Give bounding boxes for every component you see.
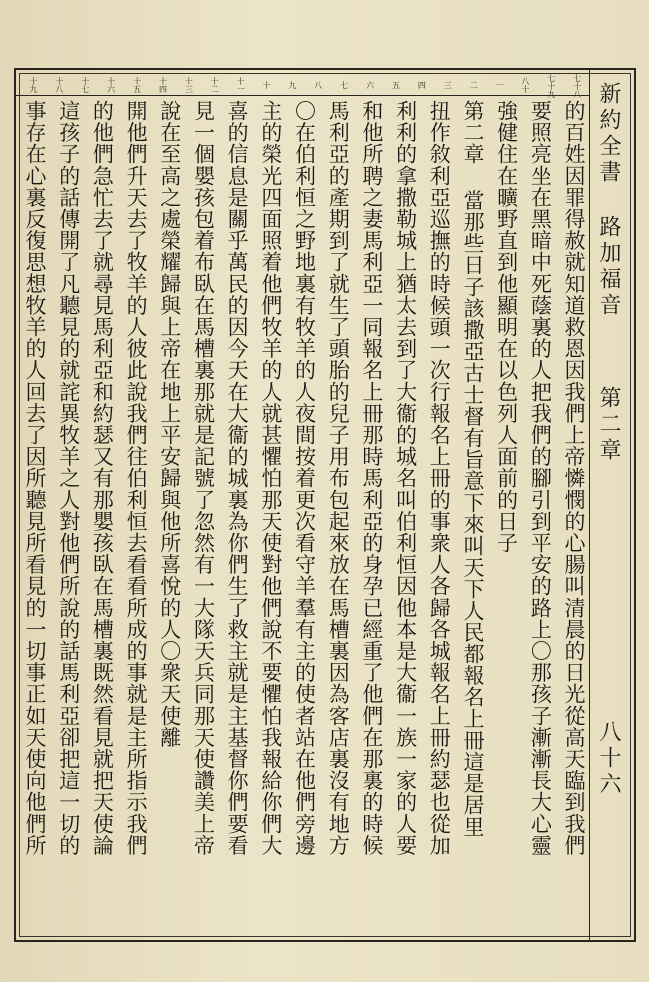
text-column: 這孩子的話傳開了凡聽見的就詫異牧羊之人對他們所說的話馬利亞卻把這一切的 <box>56 100 81 856</box>
text-column: 第二章 當那些日子該撒亞古士督有旨意下來叫天下人民都報名上冊這是居里 <box>460 100 485 838</box>
text-column: 利利的拿撒勒城上猶太去到了大衞的城名叫伯利恒因他本是大衞一族一家的人要 <box>393 100 418 856</box>
verse-marker: 三 <box>443 80 453 89</box>
book-title: 新約全書 路加福音 <box>596 82 621 319</box>
verse-marker: 八 <box>313 80 323 89</box>
verse-marker: 十九 <box>29 76 38 93</box>
verse-marker: 二 <box>469 80 479 89</box>
verse-marker: 八十 <box>520 76 530 93</box>
text-column: 〇在伯利恒之野地裏有牧羊的人夜間按着更次看守羊羣有主的使者站在他們旁邊 <box>292 100 317 856</box>
verse-marker: 十二 <box>210 76 220 93</box>
verse-marker: 九 <box>287 80 297 89</box>
verse-marker: 四 <box>417 80 427 89</box>
page-number: 八十六 <box>596 720 621 798</box>
verse-marker: 十七 <box>80 76 90 93</box>
verse-marker: 十一 <box>236 76 246 93</box>
text-column: 喜的信息是關乎萬民的因今天在大衞的城裏為你們生了救主就是主基督你們要看 <box>225 100 250 856</box>
verse-marker: 一 <box>495 80 505 89</box>
verse-marker: 七十八 <box>572 74 582 98</box>
verse-marker: 十八 <box>54 76 64 93</box>
scripture-text <box>22 100 586 934</box>
text-column: 扭作敘利亞巡撫的時候頭一次行報名上冊的事衆人各歸各城報名上冊約瑟也從加 <box>427 100 452 856</box>
verse-marker: 十五 <box>132 76 142 93</box>
text-column: 要照亮坐在黑暗中死蔭裏的人把我們的腳引到平安的路上〇那孩子漸漸長大心靈 <box>528 100 553 856</box>
text-column: 馬利亞的產期到了就生了頭胎的兒子用布包起來放在馬槽裏因為客店裏沒有地方 <box>326 100 351 856</box>
text-column: 見一個嬰孩包着布臥在馬槽裏那就是記號了忽然有一大隊天兵同那天使讚美上帝 <box>191 100 216 856</box>
text-column: 的百姓因罪得赦就知道救恩因我們上帝憐憫的心腸叫清晨的日光從高天臨到我們 <box>562 100 586 856</box>
text-column: 開他們升天去了牧羊的人彼此說我們往伯利恒去看看所成的事就是主所指示我們 <box>124 100 149 856</box>
text-column: 事存在心裏反復思想牧羊的人回去了因所聽見所看見的一切事正如天使向他們所 <box>23 100 47 856</box>
text-column: 強健住在曠野直到他顯明在以色列人面前的日子 <box>494 100 519 554</box>
verse-marker: 十六 <box>106 76 116 93</box>
text-column: 和他所聘之妻馬利亞一同報名上冊那時馬利亞的身孕已經重了他們在那裏的時候 <box>359 100 384 856</box>
verse-number-row <box>16 70 590 96</box>
running-header <box>589 70 634 940</box>
verse-marker: 十三 <box>184 76 194 93</box>
verse-marker: 七十九 <box>546 74 556 98</box>
verse-marker: 十四 <box>158 76 168 93</box>
page-frame <box>14 68 636 942</box>
text-column: 主的榮光四面照着他們牧羊的人就甚懼怕那天使對他們說不要懼怕我報給你們大 <box>258 100 283 856</box>
chapter-label: 第二章 <box>596 386 621 464</box>
text-column: 的他們急忙去了就尋見馬利亞和約瑟又有那嬰孩臥在馬槽裏既然看見就把天使論 <box>90 100 115 856</box>
verse-marker: 十 <box>262 80 272 89</box>
text-column: 說在至高之處榮耀歸與上帝在地上平安歸與他所喜悅的人〇衆天使離 <box>157 100 182 748</box>
verse-marker: 六 <box>365 80 375 89</box>
verse-marker: 五 <box>391 80 401 89</box>
verse-marker: 七 <box>339 80 349 89</box>
